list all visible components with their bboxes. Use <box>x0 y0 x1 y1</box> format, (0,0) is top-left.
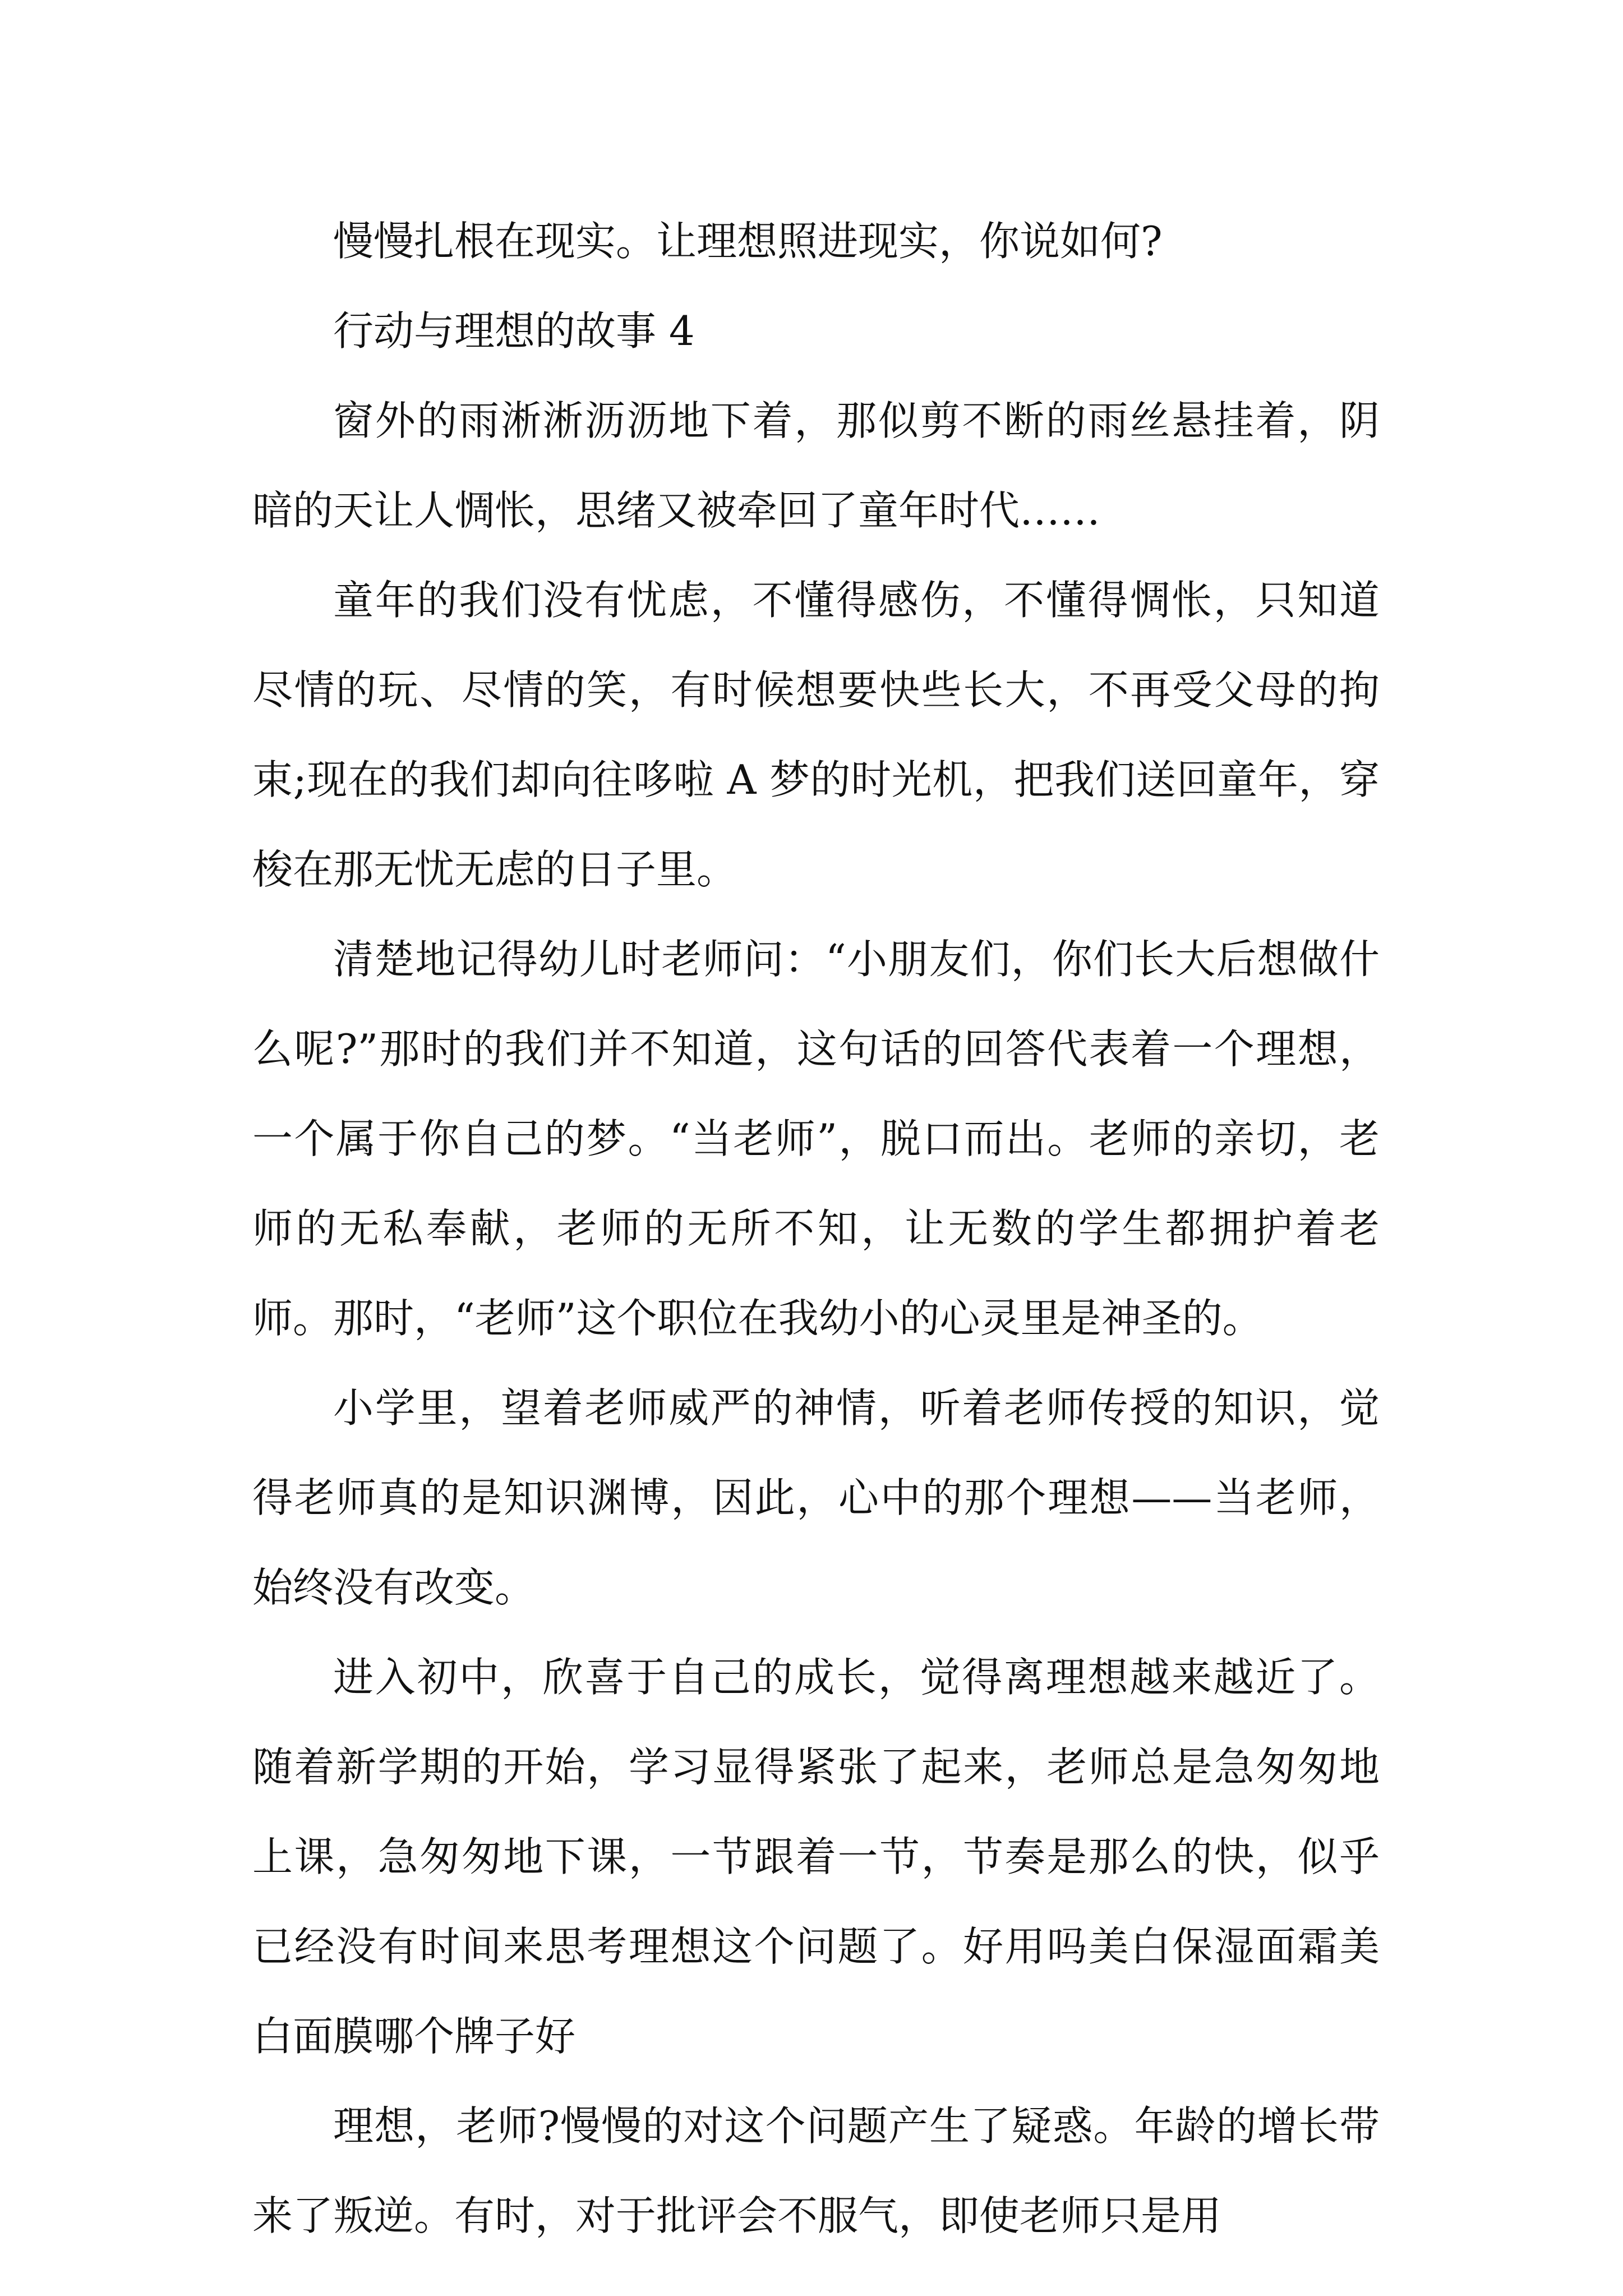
paragraph-2: 窗外的雨淅淅沥沥地下着，那似剪不断的雨丝悬挂着，阴暗的天让人惆怅，思绪又被牵回了童年时代…… <box>252 397 1380 534</box>
section-heading: 行动与理想的故事 4 <box>333 307 695 355</box>
paragraph-3: 童年的我们没有忧虑，不懂得感伤，不懂得惆怅，只知道尽情的玩、尽情的笑，有时候想要快些长大，不再受父母的拘束;现在的我们却向往哆啦 A 梦的时光机，把我们送回童年，穿梭在那无忧无虑的日子里。 <box>252 577 1380 893</box>
document-body <box>252 196 1380 2261</box>
paragraph-4: 清楚地记得幼儿时老师问：“小朋友们，你们长大后想做什么呢?”那时的我们并不知道，这句话的回答代表着一个理想，一个属于你自己的梦。“当老师”，脱口而出。老师的亲切，老师的无私奉献，老师的无所不知，让无数的学生都拥护着老师。那时，“老师”这个职位在我幼小的心灵里是神圣的。 <box>252 936 1380 1342</box>
paragraph-1: 慢慢扎根在现实。让理想照进现实，你说如何? <box>333 218 1163 265</box>
paragraph-7: 理想，老师?慢慢的对这个问题产生了疑惑。年龄的增长带来了叛逆。有时，对于批评会不服气，即使老师只是用 <box>252 2102 1380 2239</box>
paragraph-6: 进入初中，欣喜于自己的成长，觉得离理想越来越近了。随着新学期的开始，学习显得紧张了起来，老师总是急匆匆地上课，急匆匆地下课，一节跟着一节，节奏是那么的快，似乎已经没有时间来思考理想这个问题了。好用吗美白保湿面霜美白面膜哪个牌子好 <box>252 1654 1380 2060</box>
paragraph-5: 小学里，望着老师威严的神情，听着老师传授的知识，觉得老师真的是知识渊博，因此，心中的那个理想——当老师，始终没有改变。 <box>252 1384 1380 1611</box>
